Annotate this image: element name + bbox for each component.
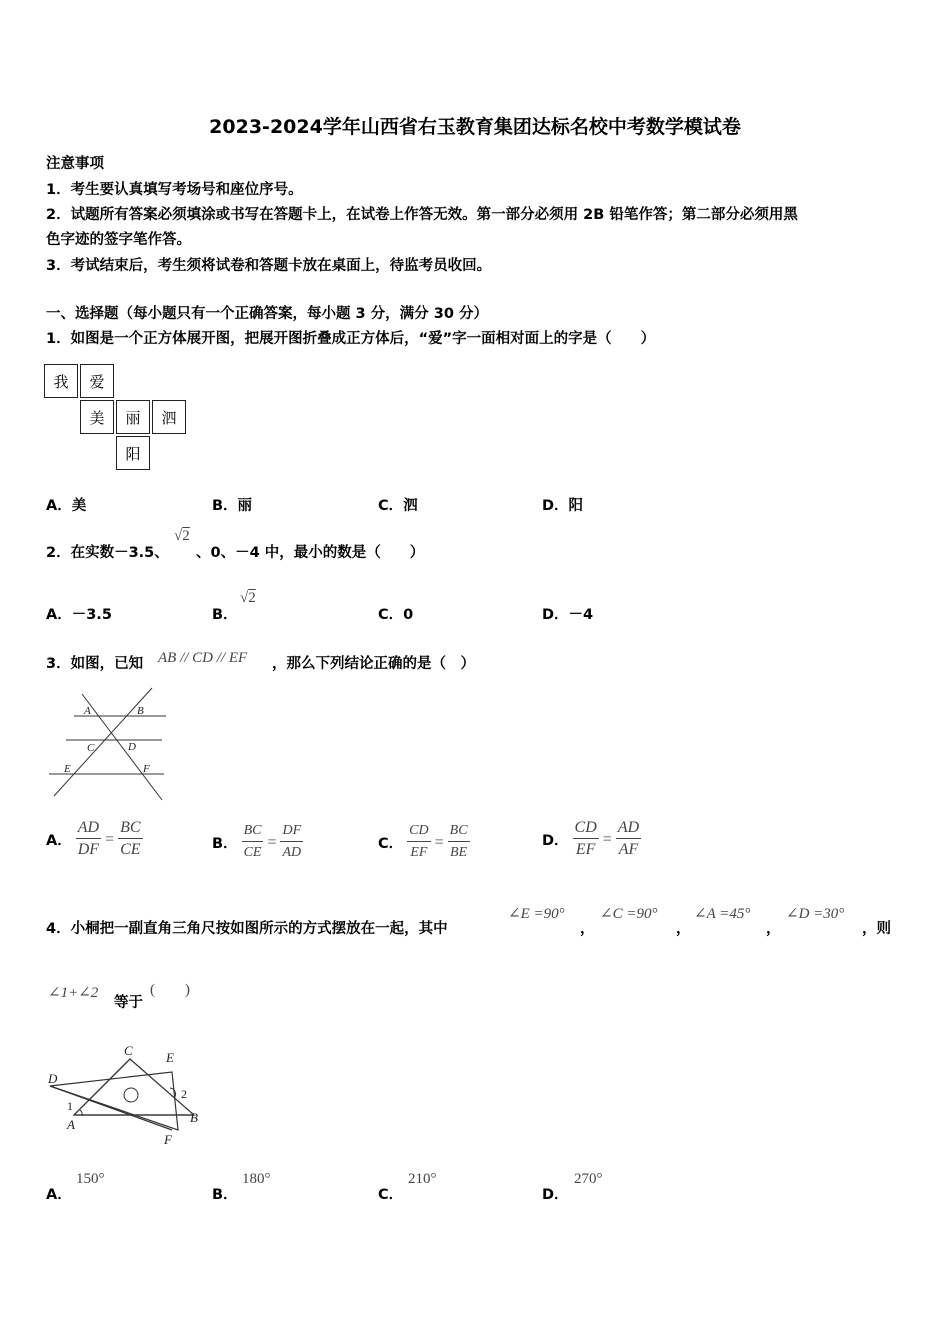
q4-option-b-value: 180°	[242, 1171, 271, 1187]
triangles-figure	[44, 1040, 209, 1150]
q1-option-d: D．阳	[542, 498, 584, 514]
net-cell: 爱	[80, 364, 114, 398]
figure-label: B	[137, 705, 144, 717]
figure-label: F	[143, 763, 150, 775]
answer-paren: ( )	[150, 982, 190, 998]
cube-net-figure	[44, 364, 194, 474]
net-cell: 美	[80, 400, 114, 434]
figure-label: 1	[67, 1099, 73, 1113]
sqrt-radicand: 2	[182, 528, 190, 544]
sqrt-expression: √2	[174, 528, 190, 544]
figure-label: D	[48, 1071, 58, 1086]
fraction: $\frac{AD}{DF}$	[77, 819, 100, 858]
question-4-stem-a: 4．小桐把一副直角三角尺按如图所示的方式摆放在一起，其中	[46, 921, 448, 937]
fraction: $\frac{BC}{CE}$	[243, 823, 262, 860]
q4-option-a-label: A．	[46, 1187, 72, 1203]
figure-label: B	[190, 1110, 198, 1125]
figure-label: A	[84, 705, 91, 717]
q1-option-b: B．丽	[212, 498, 253, 514]
fraction: $\frac{CD}{EF}$	[574, 819, 597, 858]
notice-item-1: 1．考生要认真填写考场号和座位序号。	[46, 182, 303, 198]
angle-e: ∠E =90°	[508, 906, 565, 922]
option-label: B．	[212, 836, 238, 852]
figure-label: C	[87, 742, 95, 754]
q3-option-a: A． $\frac{AD}{DF}$ = $\frac{BC}{CE}$	[46, 818, 143, 861]
separator: ，	[766, 921, 781, 937]
q4-option-c-label: C．	[378, 1187, 404, 1203]
q2-option-a: A．－3.5	[46, 607, 112, 623]
question-2-stem-b: 、0、－4 中，最小的数是（ ）	[196, 545, 425, 561]
figure-label: A	[67, 1117, 75, 1132]
net-cell: 我	[44, 364, 78, 398]
question-4-stem-b: ，则	[862, 921, 891, 937]
parallel-lines-figure	[44, 684, 169, 804]
separator: ，	[580, 921, 595, 937]
notice-item-3: 3．考试结束后，考生须将试卷和答题卡放在桌面上，待监考员收回。	[46, 258, 492, 274]
sqrt-radicand: 2	[248, 590, 256, 606]
figure-label: C	[124, 1043, 133, 1058]
section-heading: 一、选择题（每小题只有一个正确答案，每小题 3 分，满分 30 分）	[46, 306, 488, 322]
angle-c: ∠C =90°	[600, 906, 658, 922]
question-3-stem-b: ，那么下列结论正确的是（ ）	[272, 656, 475, 672]
option-label: A．	[46, 833, 72, 849]
q3-option-c: C． $\frac{CD}{EF}$ = $\frac{BC}{BE}$	[378, 821, 470, 864]
figure-label: 2	[181, 1087, 187, 1101]
q4-option-c-value: 210°	[408, 1171, 437, 1187]
option-label: D．	[542, 833, 569, 849]
q2-option-c: C．0	[378, 607, 414, 623]
net-cell: 泗	[152, 400, 186, 434]
q1-option-a: A．美	[46, 498, 87, 514]
angle-a: ∠A =45°	[694, 906, 751, 922]
page-title: 2023-2024学年山西省右玉教育集团达标名校中考数学模试卷	[209, 116, 741, 138]
q4-option-d-label: D．	[542, 1187, 569, 1203]
q3-option-d: D． $\frac{CD}{EF}$ = $\frac{AD}{AF}$	[542, 818, 641, 861]
separator: ，	[676, 921, 691, 937]
net-cell: 阳	[116, 436, 150, 470]
angle-d: ∠D =30°	[786, 906, 845, 922]
notice-heading: 注意事项	[46, 156, 104, 172]
q1-option-c: C．泗	[378, 498, 418, 514]
q4-option-b-label: B．	[212, 1187, 238, 1203]
q2-option-b: B．	[212, 607, 238, 623]
question-2-stem-a: 2．在实数－3.5、	[46, 545, 169, 561]
question-1-stem: 1．如图是一个正方体展开图，把展开图折叠成正方体后，“爱”字一面相对面上的字是（ ）	[46, 331, 656, 347]
net-cell: 丽	[116, 400, 150, 434]
fraction: $\frac{DF}{AD}$	[282, 823, 302, 860]
fraction: $\frac{BC}{CE}$	[120, 819, 141, 858]
notice-item-2: 2．试题所有答案必须填涂或书写在答题卡上，在试卷上作答无效。第一部分必须用 2B 铅笔作答；第二部分必须用黑	[46, 207, 798, 223]
q3-option-b: B． $\frac{BC}{CE}$ = $\frac{DF}{AD}$	[212, 821, 303, 864]
figure-label: E	[64, 763, 71, 775]
question-4-line2-text: 等于	[114, 995, 143, 1011]
figure-label: D	[128, 741, 136, 753]
sqrt-expression: √2	[240, 590, 256, 606]
fraction: $\frac{BC}{BE}$	[449, 823, 468, 860]
notice-item-2-cont: 色字迹的签字笔作答。	[46, 232, 191, 248]
fraction: $\frac{AD}{AF}$	[617, 819, 640, 858]
figure-label: F	[164, 1132, 172, 1147]
question-3-stem-a: 3．如图，已知	[46, 656, 144, 672]
option-label: C．	[378, 836, 404, 852]
figure-label: E	[166, 1050, 174, 1065]
q2-option-d: D．－4	[542, 607, 594, 623]
q4-option-d-value: 270°	[574, 1171, 603, 1187]
parallel-expression: AB // CD // EF	[158, 650, 248, 666]
q4-option-a-value: 150°	[76, 1171, 105, 1187]
angle-sum-expression: ∠1+∠2	[48, 985, 99, 1001]
fraction: $\frac{CD}{EF}$	[409, 823, 429, 860]
